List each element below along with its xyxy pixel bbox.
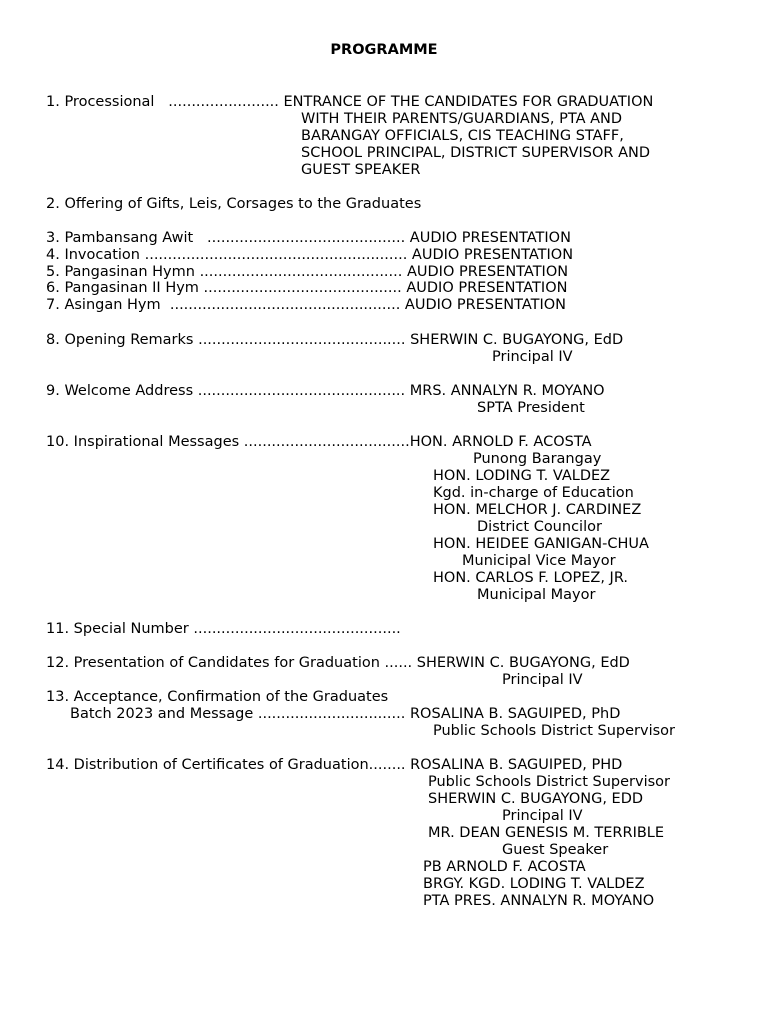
speaker-role: Municipal Vice Mayor [462,553,616,569]
speaker-name: HON. MELCHOR J. CARDINEZ [433,502,642,518]
item-processional-detail: WITH THEIR PARENTS/GUARDIANS, PTA AND [301,111,623,127]
item-special-number: 11. Special Number ............................................. [46,621,401,637]
item-acceptance-role: Public Schools District Supervisor [433,723,675,739]
speaker-role: Punong Barangay [473,451,602,467]
item-offering: 2. Offering of Gifts, Leis, Corsages to the Graduates [46,196,422,212]
speaker-name: HON. LODING T. VALDEZ [433,468,611,484]
speaker-role: Public Schools District Supervisor [428,774,670,790]
speaker-name: PB ARNOLD F. ACOSTA [423,859,586,875]
item-presentation-of-candidates: 12. Presentation of Candidates for Graduation ...... SHERWIN C. BUGAYONG, EdD [46,655,630,671]
speaker-role: Guest Speaker [502,842,609,858]
item-acceptance-batch: Batch 2023 and Message ................................ ROSALINA B. SAGUIPED, PhD [70,706,621,722]
speaker-name: BRGY. KGD. LODING T. VALDEZ [423,876,645,892]
speaker-name: MR. DEAN GENESIS M. TERRIBLE [428,825,665,841]
item-pangasinan-ii-hym: 6. Pangasinan II Hym ........................................... AUDIO PRESENTATION [46,280,568,296]
speaker-role: Principal IV [502,808,583,824]
speaker-name: SHERWIN C. BUGAYONG, EDD [428,791,644,807]
item-pangasinan-hymn: 5. Pangasinan Hymn ............................................ AUDIO PRESENTATION [46,264,569,280]
item-distribution-of-certificates: 14. Distribution of Certificates of Graduation........ ROSALINA B. SAGUIPED, PHD [46,757,623,773]
item-asingan-hym: 7. Asingan Hym .................................................. AUDIO PRESENTATION [46,297,567,313]
programme-title: PROGRAMME [330,42,438,58]
item-processional-detail: BARANGAY OFFICIALS, CIS TEACHING STAFF, [301,128,624,144]
speaker-role: Municipal Mayor [477,587,596,603]
item-processional-detail: SCHOOL PRINCIPAL, DISTRICT SUPERVISOR AND [301,145,650,161]
item-opening-remarks-role: Principal IV [492,349,573,365]
item-inspirational-messages: 10. Inspirational Messages ....................................HON. ARNOLD F. ACOSTA [46,434,592,450]
speaker-role: District Councilor [477,519,602,535]
item-invocation: 4. Invocation ......................................................... AUDIO PRESENTATION [46,247,574,263]
speaker-name: HON. CARLOS F. LOPEZ, JR. [433,570,628,586]
item-opening-remarks: 8. Opening Remarks ............................................. SHERWIN C. BUGAYONG, EdD [46,332,624,348]
item-welcome-address: 9. Welcome Address ............................................. MRS. ANNALYN R. MOYANO [46,383,605,399]
speaker-name: HON. HEIDEE GANIGAN-CHUA [433,536,649,552]
speaker-name: PTA PRES. ANNALYN R. MOYANO [423,893,655,909]
item-presentation-role: Principal IV [502,672,583,688]
speaker-role: Kgd. in-charge of Education [433,485,634,501]
item-welcome-address-role: SPTA President [477,400,585,416]
item-acceptance: 13. Acceptance, Confirmation of the Graduates [46,689,389,705]
item-processional-detail: GUEST SPEAKER [301,162,421,178]
item-processional: 1. Processional ........................ ENTRANCE OF THE CANDIDATES FOR GRADUATION [46,94,654,110]
item-pambansang-awit: 3. Pambansang Awit ........................................... AUDIO PRESENTATION [46,230,571,246]
